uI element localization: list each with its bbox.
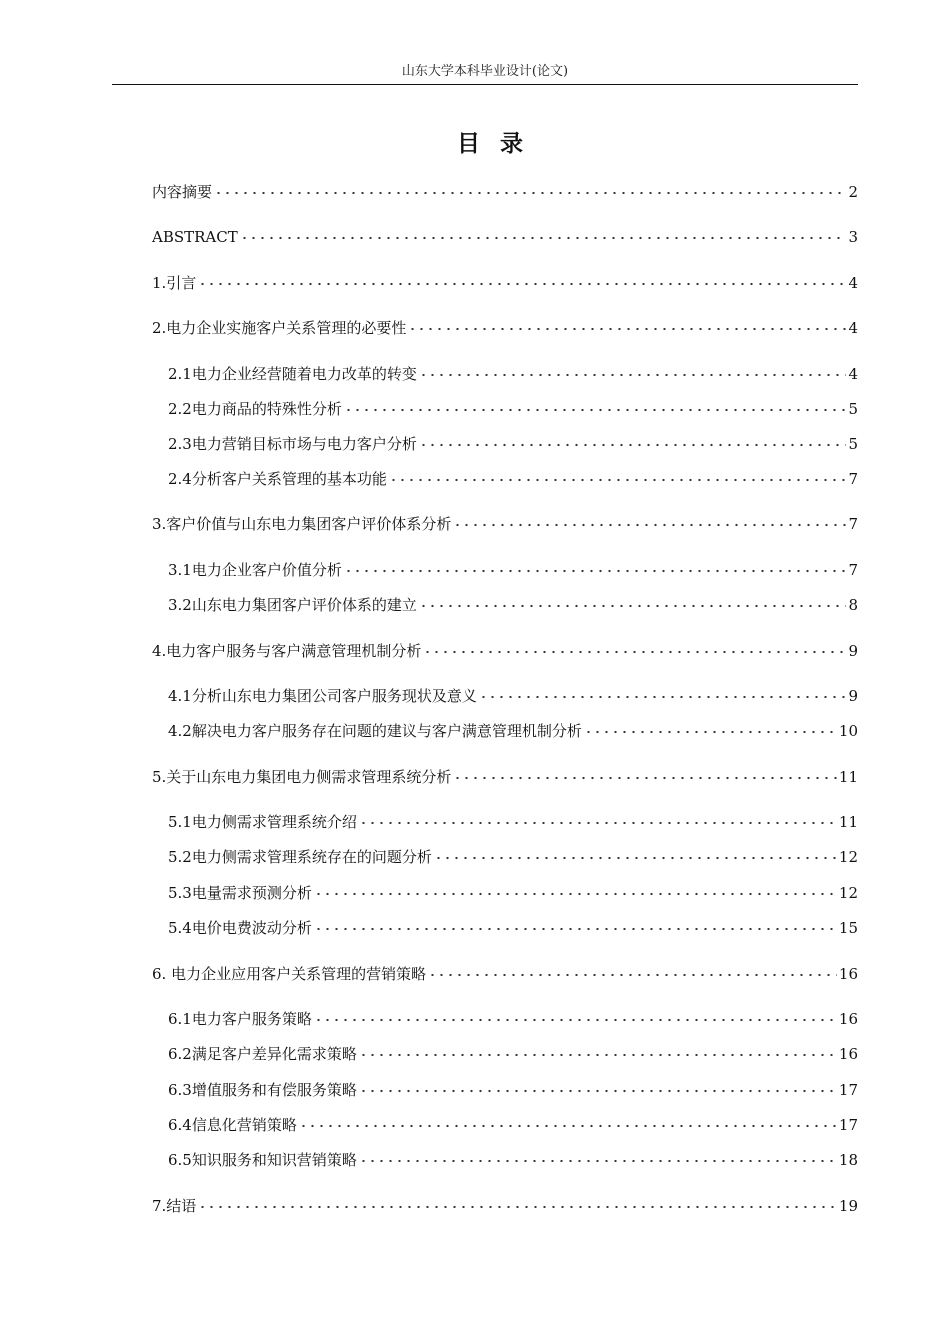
toc-entry[interactable] — [168, 558, 858, 580]
dot-leader — [453, 520, 846, 530]
toc-entry-page-number: 9 — [848, 642, 858, 660]
dot-leader — [434, 853, 837, 863]
toc-entry[interactable] — [152, 765, 858, 787]
toc-entry-label: 2.4分析客户关系管理的基本功能 — [168, 470, 387, 488]
toc-entry[interactable] — [168, 845, 858, 867]
toc-entry-page-number: 2 — [848, 183, 858, 201]
toc-entry[interactable] — [168, 593, 858, 615]
toc-entry-label: 6.1电力客户服务策略 — [168, 1010, 312, 1028]
toc-entry-label: 6.3增值服务和有偿服务策略 — [168, 1081, 357, 1099]
dot-leader — [423, 647, 846, 657]
toc-entry[interactable] — [168, 881, 858, 903]
toc-entry-label: 6.5知识服务和知识营销策略 — [168, 1151, 357, 1169]
dot-leader — [198, 279, 846, 289]
toc-entry[interactable] — [152, 225, 858, 247]
toc-entry[interactable] — [168, 1148, 858, 1170]
dot-leader — [240, 233, 847, 243]
dot-leader — [479, 692, 847, 702]
dot-leader — [584, 727, 837, 737]
toc-entry-label: 5.关于山东电力集团电力侧需求管理系统分析 — [152, 768, 452, 786]
toc-entry-page-number: 8 — [848, 596, 858, 614]
toc-entry-page-number: 18 — [838, 1151, 858, 1169]
toc-entry-label: 4.1分析山东电力集团公司客户服务现状及意义 — [168, 687, 477, 705]
toc-entry-page-number: 17 — [838, 1081, 858, 1099]
toc-entry-label: 5.1电力侧需求管理系统介绍 — [168, 813, 357, 831]
toc-entry-page-number: 3 — [848, 228, 858, 246]
toc-entry-label: 1.引言 — [152, 274, 197, 292]
toc-entry[interactable] — [168, 467, 858, 489]
toc-entry-page-number: 7 — [848, 470, 858, 488]
dot-leader — [214, 188, 846, 198]
toc-entry-label: 5.4电价电费波动分析 — [168, 919, 312, 937]
toc-entry-page-number: 4 — [848, 274, 858, 292]
dot-leader — [389, 475, 847, 485]
toc-entry-label: 6.4信息化营销策略 — [168, 1116, 297, 1134]
toc-entry[interactable] — [152, 639, 858, 661]
dot-leader — [314, 1015, 837, 1025]
toc-entry-page-number: 16 — [838, 1045, 858, 1063]
dot-leader — [419, 370, 847, 380]
toc-entry-label: 7.结语 — [152, 1197, 197, 1215]
toc-entry-label: 3.2山东电力集团客户评价体系的建立 — [168, 596, 417, 614]
toc-entry-label: 6.2满足客户差异化需求策略 — [168, 1045, 357, 1063]
toc-entry-page-number: 5 — [848, 400, 858, 418]
dot-leader — [359, 1050, 837, 1060]
dot-leader — [314, 924, 837, 934]
toc-entry[interactable] — [168, 1113, 858, 1135]
toc-entry[interactable] — [168, 810, 858, 832]
toc-entry[interactable] — [152, 316, 858, 338]
toc-entry-label: 5.3电量需求预测分析 — [168, 884, 312, 902]
toc-entry-page-number: 12 — [838, 884, 858, 902]
toc-entry-label: ABSTRACT — [152, 228, 238, 246]
dot-leader — [408, 324, 846, 334]
toc-entry[interactable] — [152, 962, 858, 984]
toc-title: 目录 — [457, 131, 543, 157]
dot-leader — [359, 1156, 837, 1166]
toc-entry-page-number: 9 — [848, 687, 858, 705]
toc-entry-label: 2.2电力商品的特殊性分析 — [168, 400, 342, 418]
toc-entry-page-number: 16 — [838, 965, 858, 983]
toc-entry-label: 2.1电力企业经营随着电力改革的转变 — [168, 365, 417, 383]
toc-entry[interactable] — [168, 362, 858, 384]
toc-entry[interactable] — [168, 1042, 858, 1064]
toc-entry-label: 4.2解决电力客户服务存在问题的建议与客户满意管理机制分析 — [168, 722, 582, 740]
toc-entry[interactable] — [168, 916, 858, 938]
dot-leader — [314, 889, 837, 899]
toc-entry[interactable] — [168, 397, 858, 419]
toc-entry[interactable] — [168, 1078, 858, 1100]
toc-entry[interactable] — [168, 684, 858, 706]
toc-entry[interactable] — [152, 271, 858, 293]
toc-entry[interactable] — [168, 719, 858, 741]
toc-entry-page-number: 11 — [838, 768, 858, 786]
toc-entry-label: 5.2电力侧需求管理系统存在的问题分析 — [168, 848, 432, 866]
toc-entry-page-number: 10 — [838, 722, 858, 740]
toc-entry[interactable] — [168, 432, 858, 454]
dot-leader — [428, 970, 837, 980]
toc-entry-page-number: 16 — [838, 1010, 858, 1028]
dot-leader — [198, 1202, 837, 1212]
dot-leader — [344, 405, 847, 415]
toc-entry-page-number: 4 — [848, 365, 858, 383]
toc-entry-label: 2.电力企业实施客户关系管理的必要性 — [152, 319, 407, 337]
toc-entry[interactable] — [152, 180, 858, 202]
toc-entry-page-number: 15 — [838, 919, 858, 937]
toc-entry-label: 内容摘要 — [152, 183, 213, 201]
dot-leader — [453, 773, 837, 783]
toc-entry-label: 4.电力客户服务与客户满意管理机制分析 — [152, 642, 422, 660]
toc-entry-label: 2.3电力营销目标市场与电力客户分析 — [168, 435, 417, 453]
dot-leader — [419, 601, 847, 611]
dot-leader — [359, 1086, 837, 1096]
toc-entry[interactable] — [152, 512, 858, 534]
toc-entry-label: 3.客户价值与山东电力集团客户评价体系分析 — [152, 515, 452, 533]
toc-entry-page-number: 7 — [848, 515, 858, 533]
dot-leader — [344, 566, 847, 576]
toc-entry-page-number: 19 — [838, 1197, 858, 1215]
dot-leader — [359, 818, 837, 828]
toc-entry[interactable] — [152, 1194, 858, 1216]
toc-entry-page-number: 7 — [848, 561, 858, 579]
toc-entry-label: 3.1电力企业客户价值分析 — [168, 561, 342, 579]
toc-entry[interactable] — [168, 1007, 858, 1029]
dot-leader — [419, 440, 847, 450]
running-header-title: 山东大学本科毕业设计(论文) — [401, 64, 569, 79]
toc-entry-page-number: 5 — [848, 435, 858, 453]
toc-entry-page-number: 12 — [838, 848, 858, 866]
toc-entry-page-number: 11 — [838, 813, 858, 831]
dot-leader — [299, 1121, 837, 1131]
toc-entry-page-number: 4 — [848, 319, 858, 337]
toc-entry-page-number: 17 — [838, 1116, 858, 1134]
toc-entry-label: 6. 电力企业应用客户关系管理的营销策略 — [152, 965, 427, 983]
